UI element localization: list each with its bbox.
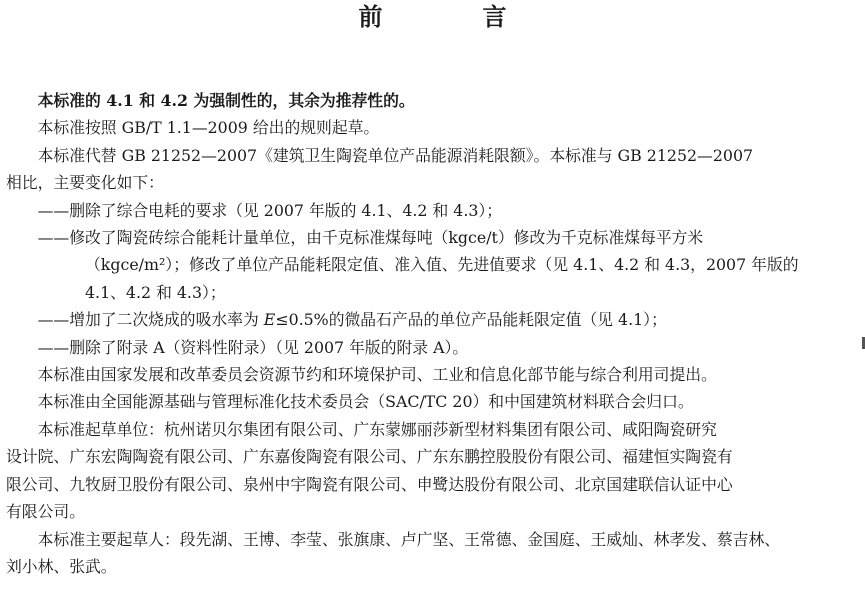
replacement-paragraph-line-1: 本标准代替 GB 21252—2007《建筑卫生陶瓷单位产品能源消耗限额》。本标准与 GB 21252—2007 [37, 145, 754, 165]
proposer-paragraph: 本标准由国家发展和改革委员会资源节约和环境保护司、工业和信息化部节能与综合利用司提出。 [37, 365, 717, 385]
drafting-units-line-4: 有限公司。 [6, 502, 85, 522]
change-item-2-line-2: （kgce/m²）；修改了单位产品能耗限定值、准入值、先进值要求（见 4.1、4.2 和 4.3，2007 年版的 [85, 255, 799, 275]
mandatory-clause-paragraph: 本标准的 4.1 和 4.2 为强制性的，其余为推荐性的。 [37, 91, 415, 110]
change-item-1: ——删除了综合电耗的要求（见 2007 年版的 4.1、4.2 和 4.3）； [37, 200, 503, 220]
drafters-line-2: 刘小林、张武。 [6, 556, 117, 576]
drafting-units-line-1: 本标准起草单位：杭州诺贝尔集团有限公司、广东蒙娜丽莎新型材料集团有限公司、咸阳陶瓷研究 [37, 419, 717, 439]
administrator-paragraph: 本标准由全国能源基础与管理标准化技术委员会（SAC/TC 20）和中国建筑材料联合会归口。 [37, 392, 694, 412]
change-item-3-prefix: ——增加了二次烧成的吸水率为 [37, 310, 264, 330]
change-item-3-variable: E [263, 310, 276, 330]
change-item-3 [6, 306, 858, 333]
change-item-3-suffix: ≤0.5%的微晶石产品的单位产品能耗限定值（见 4.1）； [275, 310, 667, 330]
change-item-2-line-1: ——修改了陶瓷砖综合能耗计量单位，由千克标准煤每吨（kgce/t）修改为千克标准煤每平方米 [37, 228, 704, 248]
drafting-units-line-2: 设计院、广东宏陶陶瓷有限公司、广东嘉俊陶瓷有限公司、广东东鹏控股股份有限公司、福建恒实陶瓷有 [6, 447, 733, 467]
foreword-body [6, 87, 858, 580]
page-title: 前 言 [358, 3, 545, 31]
change-item-4: ——删除了附录 A（资料性附录）（见 2007 年版的附录 A）。 [37, 337, 469, 357]
drafting-rules-paragraph: 本标准按照 GB/T 1.1—2009 给出的规则起草。 [37, 118, 380, 138]
change-item-2-line-3: 4.1、4.2 和 4.3）； [85, 282, 226, 302]
drafting-units-line-3: 限公司、九牧厨卫股份有限公司、泉州中宇陶瓷有限公司、申鹭达股份有限公司、北京国建联信认证中心 [6, 474, 733, 494]
replacement-paragraph-line-2: 相比，主要变化如下： [6, 173, 164, 193]
drafters-line-1: 本标准主要起草人：段先湖、王博、李莹、张旗康、卢广坚、王常德、金国庭、王威灿、林孝发、蔡吉林、 [37, 529, 781, 549]
